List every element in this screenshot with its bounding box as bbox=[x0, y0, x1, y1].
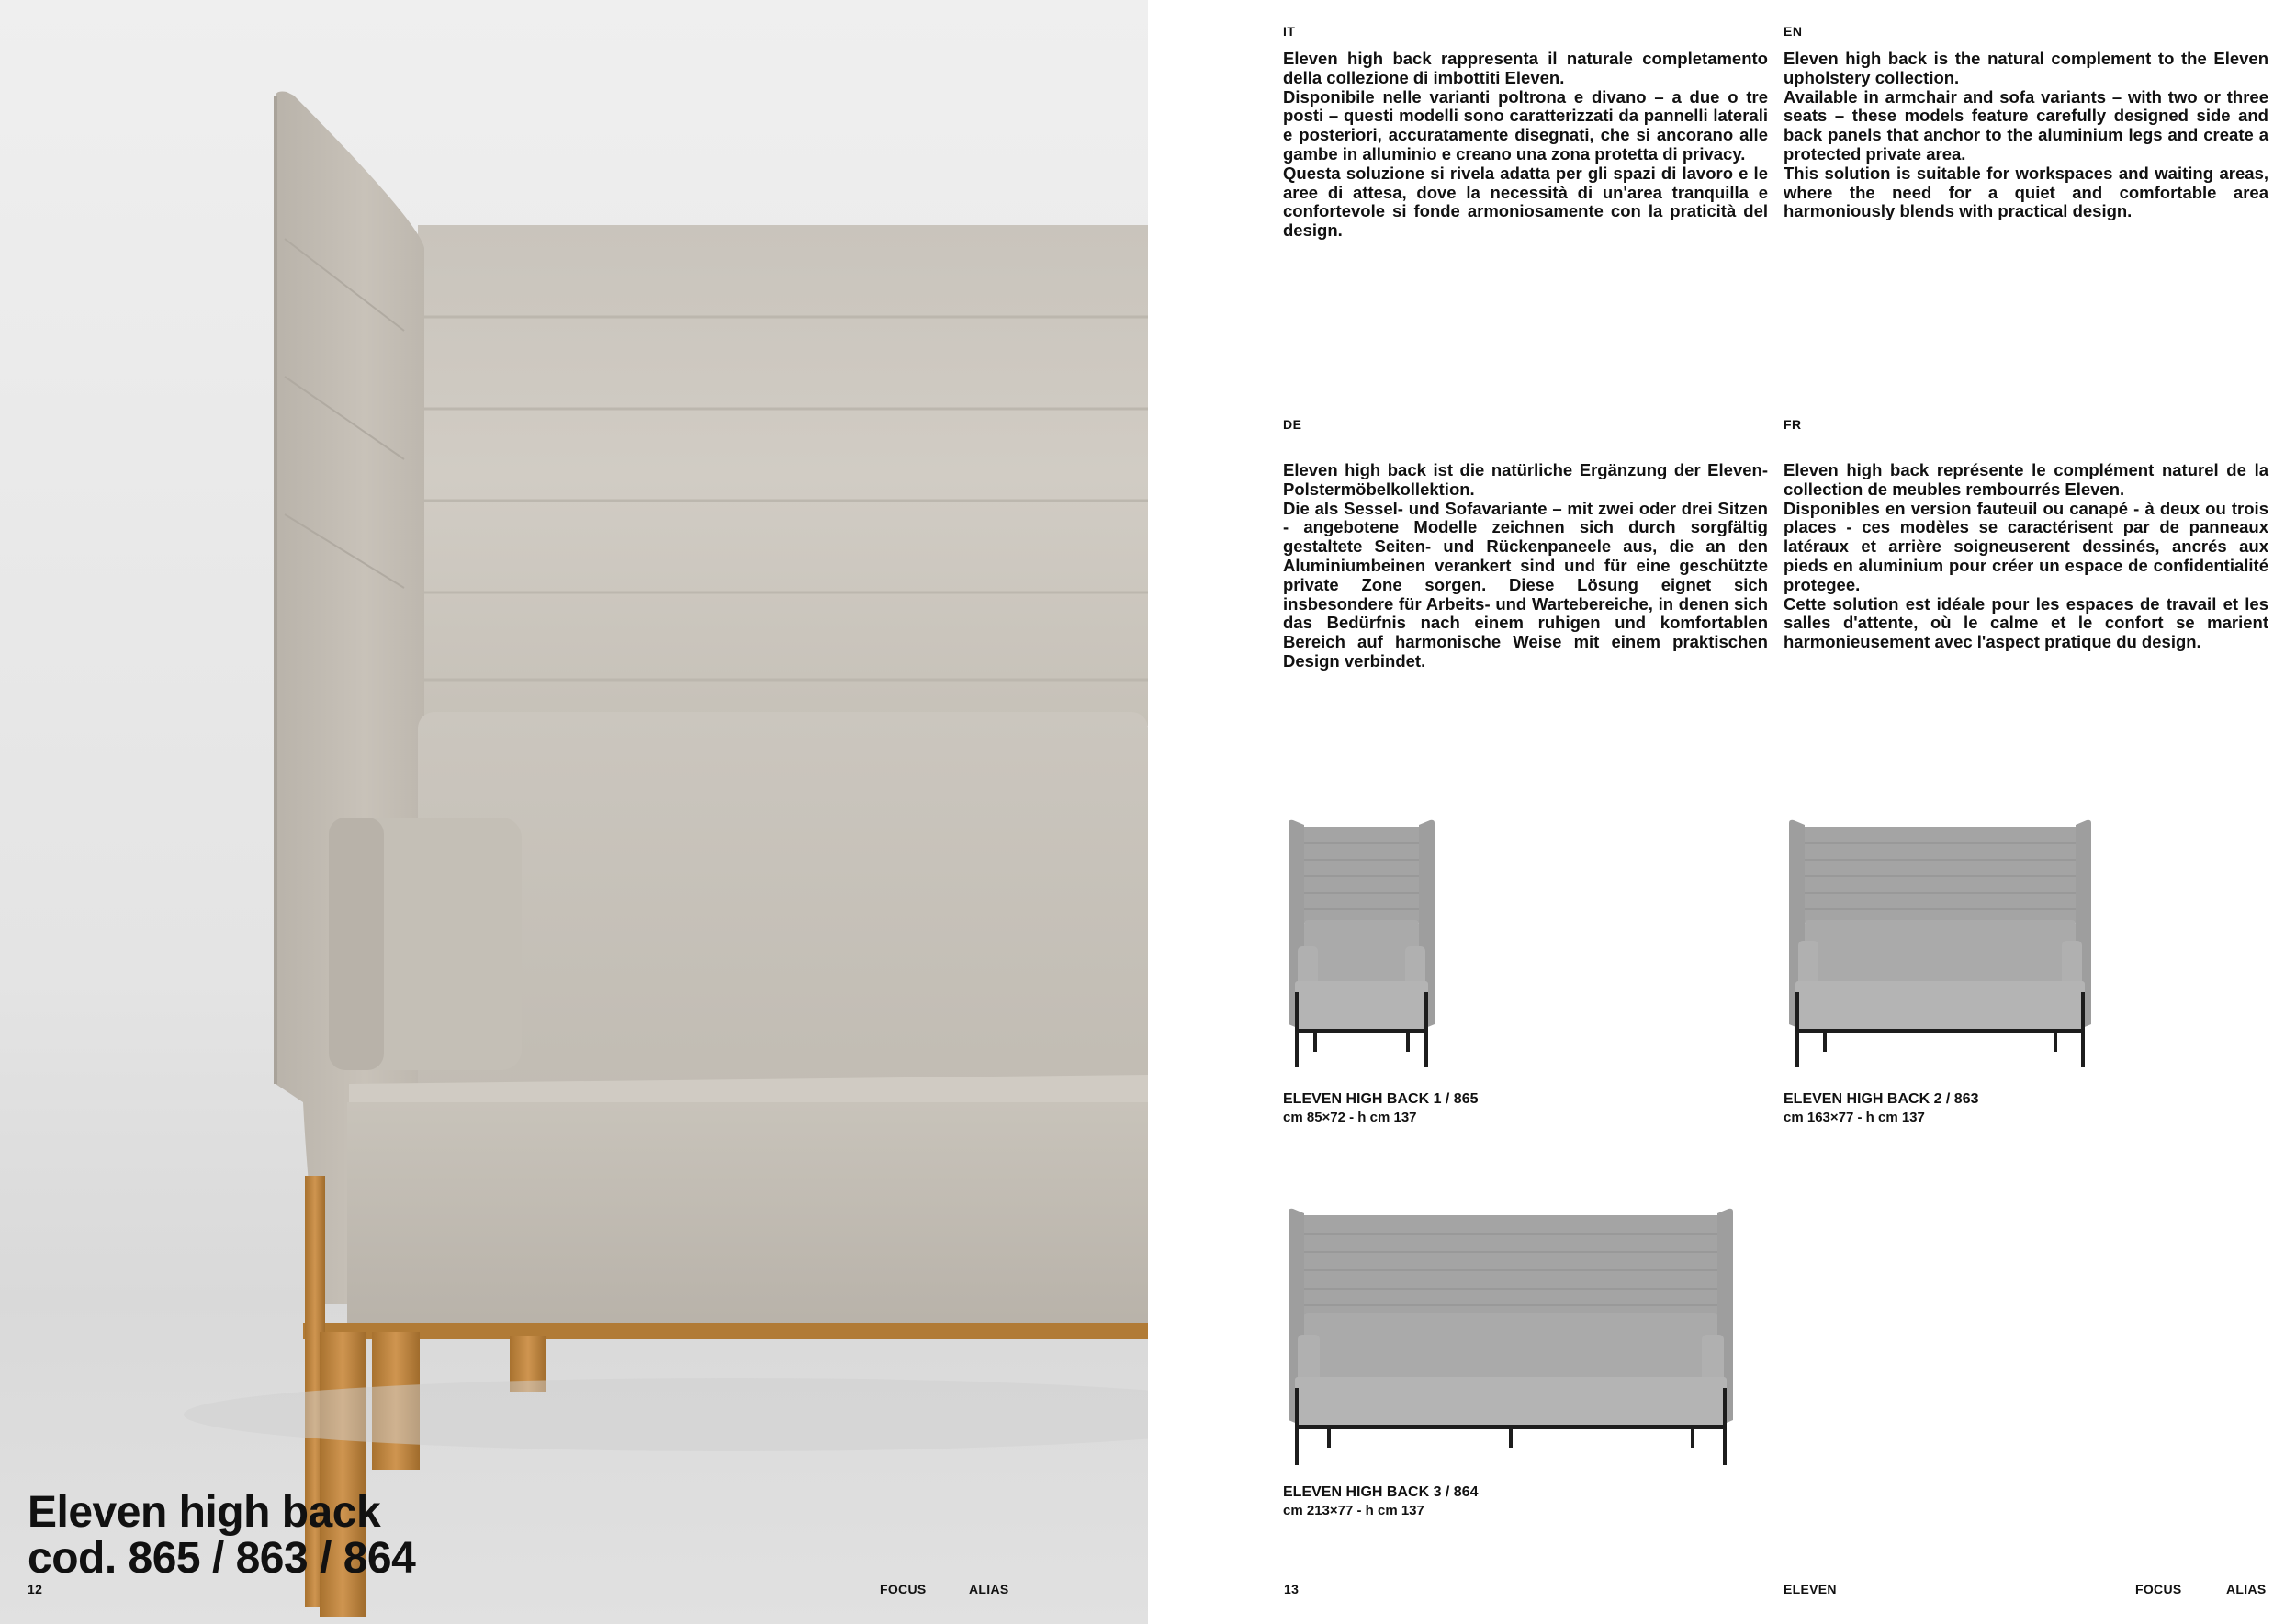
text-block-de: Eleven high back ist die natürliche Ergänzung der Eleven-Polstermöbelkollektion. Die als Sessel- und Sofavariante – mit zwei oder drei Sitzen - angebotene Modelle zeichnen sich durch sorgfältig gestaltete Seiten- und Rückenpaneele aus, die an den Aluminiumbeinen verankert sind und für eine geschützte private Zone sorgen. Diese Lösung eignet sich insbesondere für Arbeits- und Wartebereiche, in denen sich das Bedürfnis nach einem ruhigen und komfortablen Bereich auf harmonische Weise mit einem praktischen Design verbindet. bbox=[1283, 460, 1768, 671]
footer-collection-right: ELEVEN bbox=[1784, 1582, 1837, 1596]
caption-863 bbox=[1784, 1090, 1979, 1127]
hero-title bbox=[28, 1490, 415, 1582]
product-name-864: ELEVEN HIGH BACK 3 / 864 bbox=[1283, 1484, 1479, 1500]
footer-section-right: FOCUS bbox=[2135, 1582, 2182, 1596]
footer-section-left: FOCUS bbox=[880, 1582, 927, 1596]
text-block-it: Eleven high back rappresenta il naturale completamento della collezione di imbottiti Eleven. Disponibile nelle varianti poltrona e divano – a due o tre posti – questi modelli sono caratterizzati da pannelli laterali e posteriori, accuratamente disegnati, che si ancorano alle gambe in alluminio e creano una zona protetta di privacy. Questa soluzione si rivela adatta per gli spazi di lavoro e le aree di attesa, dove la necessità di un'area tranquilla e confortevole si fonde armoniosamente con la praticità del design. bbox=[1283, 49, 1768, 241]
right-page bbox=[1148, 0, 2296, 1624]
product-name-863: ELEVEN HIGH BACK 2 / 863 bbox=[1784, 1091, 1979, 1107]
lang-label-de: DE bbox=[1283, 417, 1302, 432]
product-dims-863: cm 163×77 - h cm 137 bbox=[1784, 1110, 1925, 1125]
footer-brand-right: ALIAS bbox=[2226, 1582, 2267, 1596]
hero-title-line-2: cod. 865 / 863 / 864 bbox=[28, 1534, 416, 1583]
lang-label-fr: FR bbox=[1784, 417, 1802, 432]
product-dims-865: cm 85×72 - h cm 137 bbox=[1283, 1110, 1417, 1125]
sofa-3-seat-864-image bbox=[1286, 1206, 1736, 1468]
caption-864 bbox=[1283, 1483, 1479, 1520]
sofa-2-seat-863-image bbox=[1786, 818, 2094, 1070]
lang-label-en: EN bbox=[1784, 24, 1803, 39]
caption-865 bbox=[1283, 1090, 1479, 1127]
product-dims-864: cm 213×77 - h cm 137 bbox=[1283, 1503, 1424, 1518]
page-number-left: 12 bbox=[28, 1582, 43, 1596]
armchair-865-image bbox=[1286, 818, 1437, 1070]
lang-label-it: IT bbox=[1283, 24, 1296, 39]
product-name-865: ELEVEN HIGH BACK 1 / 865 bbox=[1283, 1091, 1479, 1107]
text-block-fr: Eleven high back représente le complément naturel de la collection de meubles rembourrés Eleven. Disponibles en version fauteuil ou canapé - à deux ou trois places - ces modèles se caractérisent par de panneaux latéraux et arrière soigneuserent dessinés, ancrés aux pieds en aluminium pour créer un espace de confidentialité protegee. Cette solution est idéale pour les espaces de travail et les salles d'attente, où le calme et le confort se marient harmonieusement avec l'aspect pratique du design. bbox=[1784, 460, 2268, 652]
hero-title-line-1: Eleven high back bbox=[28, 1488, 381, 1537]
footer-brand-left: ALIAS bbox=[969, 1582, 1009, 1596]
page-number-right: 13 bbox=[1284, 1582, 1300, 1596]
text-block-en: Eleven high back is the natural complement to the Eleven upholstery collection. Available in armchair and sofa variants – with two or three seats – these models feature carefully designed side and back panels that anchor to the aluminium legs and create a protected private area. This solution is suitable for workspaces and waiting areas, where the need for a quiet and comfortable area harmoniously blends with practical design. bbox=[1784, 49, 2268, 221]
